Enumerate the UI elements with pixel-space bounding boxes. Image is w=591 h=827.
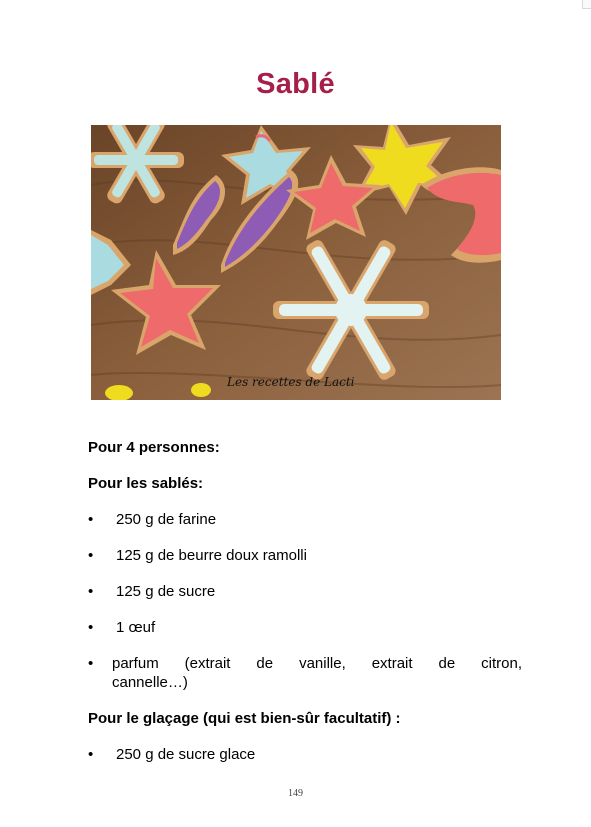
ingredient-item bbox=[88, 546, 522, 565]
page-corner bbox=[582, 0, 591, 9]
bullet: • bbox=[88, 746, 94, 763]
ingredient-text: 1 œuf bbox=[116, 619, 156, 636]
ingredient-text-line1: parfum (extrait de vanille, extrait de citron, bbox=[112, 655, 522, 672]
recipe-title: Sablé bbox=[256, 68, 335, 100]
cookies-photo bbox=[91, 125, 501, 400]
bullet: • bbox=[88, 655, 94, 672]
section-heading-glacage: Pour le glaçage (qui est bien-sûr facultatif) : bbox=[88, 710, 401, 727]
bullet: • bbox=[88, 511, 94, 528]
ingredient-text: 250 g de sucre glace bbox=[116, 746, 256, 763]
page-number: 149 bbox=[288, 788, 303, 799]
ingredient-text: 125 g de sucre bbox=[116, 583, 216, 600]
ingredient-item bbox=[88, 618, 522, 637]
servings-heading: Pour 4 personnes: bbox=[88, 439, 220, 456]
section-heading-sables: Pour les sablés: bbox=[88, 475, 204, 492]
bullet: • bbox=[88, 547, 94, 564]
ingredient-item bbox=[88, 654, 522, 692]
ingredient-item bbox=[88, 510, 522, 529]
bullet: • bbox=[88, 583, 94, 600]
recipe-body bbox=[88, 438, 522, 764]
ingredient-item bbox=[88, 582, 522, 601]
bullet: • bbox=[88, 619, 94, 636]
ingredient-text: 250 g de farine bbox=[116, 511, 217, 528]
image-watermark: Les recettes de Lacti bbox=[227, 375, 355, 389]
ingredient-text-line2: cannelle…) bbox=[112, 674, 188, 691]
ingredient-item bbox=[88, 745, 522, 764]
ingredient-text: 125 g de beurre doux ramolli bbox=[116, 547, 307, 564]
